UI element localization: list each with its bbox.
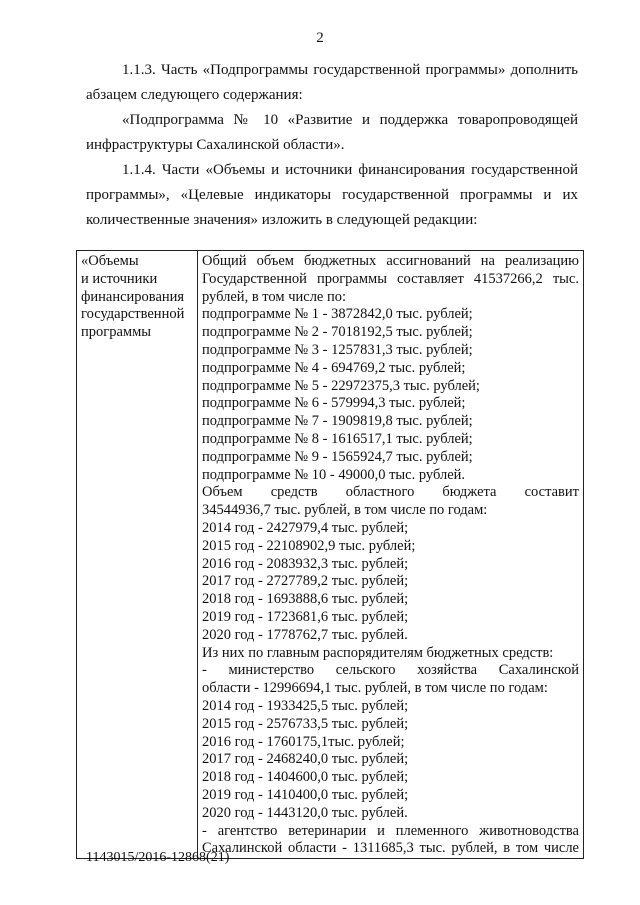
- funding-detail-line: Сахалинской области - 1311685,3 тыс. рублей, в том числе: [202, 840, 579, 857]
- document-code: 1143015/2016-12868(21): [86, 850, 230, 865]
- funding-detail-line: Государственной программы составляет 41537266,2 тыс.: [202, 270, 579, 287]
- funding-detail-line: подпрограмме № 7 - 1909819,8 тыс. рублей;: [202, 413, 473, 430]
- funding-detail-line: 2014 год - 1933425,5 тыс. рублей;: [202, 697, 409, 714]
- funding-detail-line: Общий объем бюджетных ассигнований на реализацию: [202, 253, 579, 269]
- funding-details-cell: [198, 251, 584, 859]
- funding-detail-line: 2015 год - 2576733,5 тыс. рублей;: [202, 715, 409, 732]
- table-row: [77, 251, 584, 859]
- paragraph-1-1-3: 1.1.3. Часть «Подпрограммы государственной программы» дополнить абзацем следующего содержания:: [86, 62, 578, 103]
- funding-detail-line: 2019 год - 1723681,6 тыс. рублей;: [202, 608, 409, 625]
- funding-detail-line: 34544936,7 тыс. рублей, в том числе по годам:: [202, 502, 488, 519]
- funding-detail-line: подпрограмме № 10 - 49000,0 тыс. рублей.: [202, 466, 466, 483]
- funding-label-line: «Объемы: [81, 253, 139, 269]
- funding-detail-line: 2019 год - 1410400,0 тыс. рублей;: [202, 786, 409, 803]
- funding-detail-line: Объем средств областного бюджета составит: [202, 484, 579, 501]
- funding-label-line: программы: [81, 324, 151, 341]
- funding-detail-line: подпрограмме № 8 - 1616517,1 тыс. рублей;: [202, 430, 473, 447]
- paragraph-subprogram-10: «Подпрограмма № 10 «Развитие и поддержка товаропроводящей инфраструктуры Сахалинской области».: [86, 112, 578, 153]
- funding-detail-line: подпрограмме № 2 - 7018192,5 тыс. рублей;: [202, 324, 473, 341]
- funding-label-line: финансирования: [81, 288, 185, 305]
- paragraph-1-1-4: 1.1.4. Части «Объемы и источники финансирования государственной программы», «Целевые индикаторы государственной программы и их количественные значения» изложить в следующей редакции:: [86, 162, 578, 228]
- funding-detail-line: - агентство ветеринарии и племенного животноводства: [202, 822, 579, 839]
- funding-detail-line: подпрограмме № 1 - 3872842,0 тыс. рублей;: [202, 306, 473, 323]
- funding-detail-line: подпрограмме № 5 - 22972375,3 тыс. рублей;: [202, 377, 480, 394]
- funding-label-line: государственной: [81, 306, 185, 323]
- funding-detail-line: Из них по главным распорядителям бюджетных средств:: [202, 644, 554, 661]
- funding-detail-line: 2018 год - 1404600,0 тыс. рублей;: [202, 769, 409, 786]
- funding-detail-line: 2015 год - 22108902,9 тыс. рублей;: [202, 537, 416, 554]
- funding-table: [76, 250, 584, 859]
- funding-detail-line: 2018 год - 1693888,6 тыс. рублей;: [202, 591, 409, 608]
- funding-detail-line: 2020 год - 1443120,0 тыс. рублей.: [202, 804, 408, 821]
- funding-detail-line: рублей, в том числе по:: [202, 288, 347, 305]
- funding-detail-line: подпрограмме № 3 - 1257831,3 тыс. рублей;: [202, 341, 473, 358]
- funding-detail-line: подпрограмме № 6 - 579994,3 тыс. рублей;: [202, 395, 466, 412]
- funding-detail-line: подпрограмме № 9 - 1565924,7 тыс. рублей;: [202, 448, 473, 465]
- funding-detail-line: - министерство сельского хозяйства Сахалинской: [202, 662, 579, 679]
- funding-detail-line: 2014 год - 2427979,4 тыс. рублей;: [202, 519, 409, 536]
- funding-detail-line: подпрограмме № 4 - 694769,2 тыс. рублей;: [202, 359, 466, 376]
- page-number: 2: [316, 30, 324, 46]
- funding-label-line: и источники: [81, 270, 158, 287]
- funding-detail-line: 2020 год - 1778762,7 тыс. рублей.: [202, 626, 408, 643]
- funding-label-cell: [77, 251, 198, 859]
- funding-detail-line: 2017 год - 2468240,0 тыс. рублей;: [202, 751, 409, 768]
- funding-detail-line: 2016 год - 1760175,1тыс. рублей;: [202, 733, 405, 750]
- funding-detail-line: 2016 год - 2083932,3 тыс. рублей;: [202, 555, 409, 572]
- funding-detail-line: 2017 год - 2727789,2 тыс. рублей;: [202, 573, 409, 590]
- funding-detail-line: области - 12996694,1 тыс. рублей, в том числе по годам:: [202, 680, 548, 697]
